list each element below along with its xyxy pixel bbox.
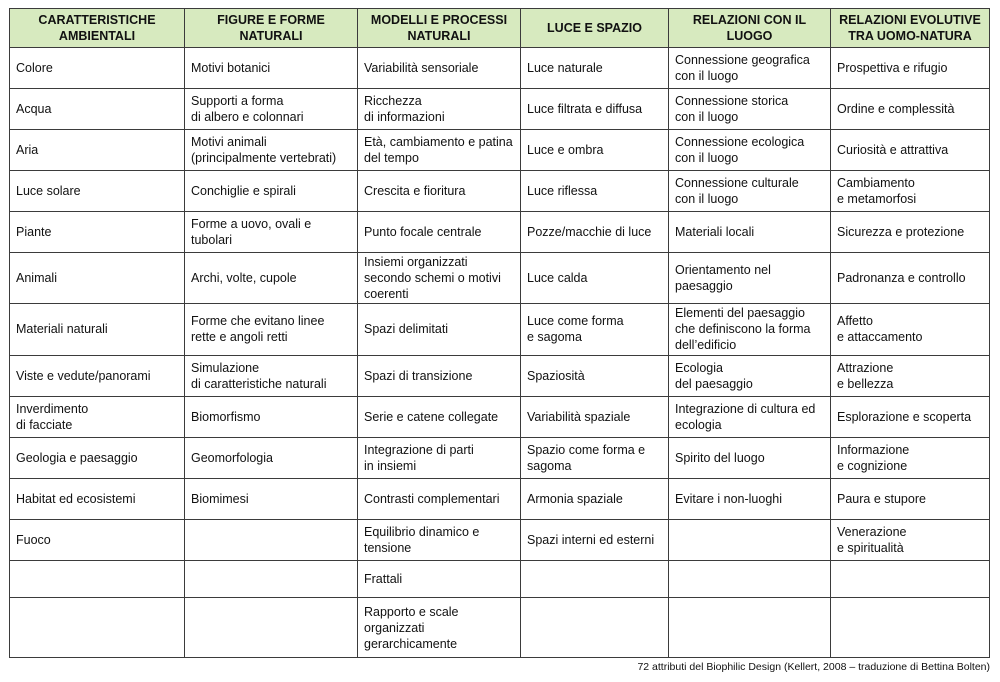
header-cell: RELAZIONI EVOLUTIVE TRA UOMO-NATURA <box>831 9 990 48</box>
table-cell: Serie e catene collegate <box>358 396 521 437</box>
table-cell: Ecologia del paesaggio <box>669 355 831 396</box>
table-cell: Punto focale centrale <box>358 212 521 253</box>
table-cell: Connessione storica con il luogo <box>669 89 831 130</box>
table-row <box>10 253 990 304</box>
table-cell: Viste e vedute/panorami <box>10 355 185 396</box>
table-cell <box>185 598 358 658</box>
table-row <box>10 89 990 130</box>
table-cell: Evitare i non-luoghi <box>669 478 831 519</box>
table-cell: Geomorfologia <box>185 437 358 478</box>
table-cell: Fuoco <box>10 519 185 560</box>
table-cell <box>669 560 831 598</box>
table-cell: Supporti a forma di albero e colonnari <box>185 89 358 130</box>
table-row <box>10 396 990 437</box>
header-cell: CARATTERISTICHE AMBIENTALI <box>10 9 185 48</box>
table-cell: Materiali locali <box>669 212 831 253</box>
table-cell: Luce filtrata e diffusa <box>521 89 669 130</box>
table-cell: Informazione e cognizione <box>831 437 990 478</box>
table-row <box>10 598 990 658</box>
table-cell: Luce riflessa <box>521 171 669 212</box>
table-cell: Materiali naturali <box>10 304 185 355</box>
table-row <box>10 355 990 396</box>
table-cell: Animali <box>10 253 185 304</box>
table-cell: Forme a uovo, ovali e tubolari <box>185 212 358 253</box>
biophilic-attributes-table <box>9 8 990 658</box>
table-cell: Curiosità e attrattiva <box>831 130 990 171</box>
table-cell: Contrasti complementari <box>358 478 521 519</box>
table-cell <box>521 598 669 658</box>
table-cell: Spazio come forma e sagoma <box>521 437 669 478</box>
table-cell: Spazi interni ed esterni <box>521 519 669 560</box>
table-cell: Affetto e attaccamento <box>831 304 990 355</box>
table-cell: Integrazione di parti in insiemi <box>358 437 521 478</box>
table-cell: Rapporto e scale organizzati gerarchicamente <box>358 598 521 658</box>
table-cell: Motivi animali (principalmente vertebrati) <box>185 130 358 171</box>
table-cell: Cambiamento e metamorfosi <box>831 171 990 212</box>
table-cell: Spaziosità <box>521 355 669 396</box>
table-cell: Pozze/macchie di luce <box>521 212 669 253</box>
table-cell: Acqua <box>10 89 185 130</box>
table-cell: Venerazione e spiritualità <box>831 519 990 560</box>
table-cell: Ordine e complessità <box>831 89 990 130</box>
table-cell: Connessione geografica con il luogo <box>669 48 831 89</box>
header-row <box>10 9 990 48</box>
table-row <box>10 171 990 212</box>
table-cell: Spirito del luogo <box>669 437 831 478</box>
table-cell: Frattali <box>358 560 521 598</box>
table-cell: Integrazione di cultura ed ecologia <box>669 396 831 437</box>
table-body <box>10 48 990 658</box>
table-cell: Prospettiva e rifugio <box>831 48 990 89</box>
table-cell: Inverdimento di facciate <box>10 396 185 437</box>
table-row <box>10 478 990 519</box>
header-cell: FIGURE E FORME NATURALI <box>185 9 358 48</box>
table-cell: Connessione culturale con il luogo <box>669 171 831 212</box>
table-cell: Aria <box>10 130 185 171</box>
table-cell: Esplorazione e scoperta <box>831 396 990 437</box>
table-cell <box>831 598 990 658</box>
table-cell: Crescita e fioritura <box>358 171 521 212</box>
table-cell <box>831 560 990 598</box>
table-cell: Simulazione di caratteristiche naturali <box>185 355 358 396</box>
table-cell: Luce come forma e sagoma <box>521 304 669 355</box>
table-cell: Spazi delimitati <box>358 304 521 355</box>
table-cell: Età, cambiamento e patina del tempo <box>358 130 521 171</box>
table-cell: Forme che evitano linee rette e angoli retti <box>185 304 358 355</box>
table-cell: Padronanza e controllo <box>831 253 990 304</box>
table-cell <box>669 598 831 658</box>
table-cell: Colore <box>10 48 185 89</box>
table-cell: Luce naturale <box>521 48 669 89</box>
table-row <box>10 304 990 355</box>
table-cell: Sicurezza e protezione <box>831 212 990 253</box>
header-cell: LUCE E SPAZIO <box>521 9 669 48</box>
table-cell: Archi, volte, cupole <box>185 253 358 304</box>
table-row <box>10 130 990 171</box>
table-cell: Attrazione e bellezza <box>831 355 990 396</box>
table-row <box>10 519 990 560</box>
table-cell <box>10 598 185 658</box>
table-row <box>10 212 990 253</box>
table-cell: Variabilità sensoriale <box>358 48 521 89</box>
table-cell: Piante <box>10 212 185 253</box>
table-cell <box>185 519 358 560</box>
table-row <box>10 48 990 89</box>
table-cell: Insiemi organizzati secondo schemi o motivi coerenti <box>358 253 521 304</box>
header-cell: MODELLI E PROCESSI NATURALI <box>358 9 521 48</box>
table-cell <box>185 560 358 598</box>
header-cell: RELAZIONI CON IL LUOGO <box>669 9 831 48</box>
table-cell: Luce solare <box>10 171 185 212</box>
table-cell: Elementi del paesaggio che definiscono la forma dell’edificio <box>669 304 831 355</box>
table-cell: Connessione ecologica con il luogo <box>669 130 831 171</box>
table-cell <box>10 560 185 598</box>
table-cell: Biomorfismo <box>185 396 358 437</box>
table-cell: Paura e stupore <box>831 478 990 519</box>
table-cell: Variabilità spaziale <box>521 396 669 437</box>
table-cell: Ricchezza di informazioni <box>358 89 521 130</box>
table-cell: Biomimesi <box>185 478 358 519</box>
table-cell: Geologia e paesaggio <box>10 437 185 478</box>
table-cell: Luce e ombra <box>521 130 669 171</box>
table-cell: Equilibrio dinamico e tensione <box>358 519 521 560</box>
table-cell: Luce calda <box>521 253 669 304</box>
table-cell <box>521 560 669 598</box>
table-row <box>10 560 990 598</box>
table-cell: Habitat ed ecosistemi <box>10 478 185 519</box>
table-cell: Spazi di transizione <box>358 355 521 396</box>
table-row <box>10 437 990 478</box>
table-cell: Motivi botanici <box>185 48 358 89</box>
table-cell: Conchiglie e spirali <box>185 171 358 212</box>
table-cell <box>669 519 831 560</box>
table-cell: Armonia spaziale <box>521 478 669 519</box>
table-cell: Orientamento nel paesaggio <box>669 253 831 304</box>
table-caption: 72 attributi del Biophilic Design (Kellert, 2008 – traduzione di Bettina Bolten) <box>637 661 990 673</box>
